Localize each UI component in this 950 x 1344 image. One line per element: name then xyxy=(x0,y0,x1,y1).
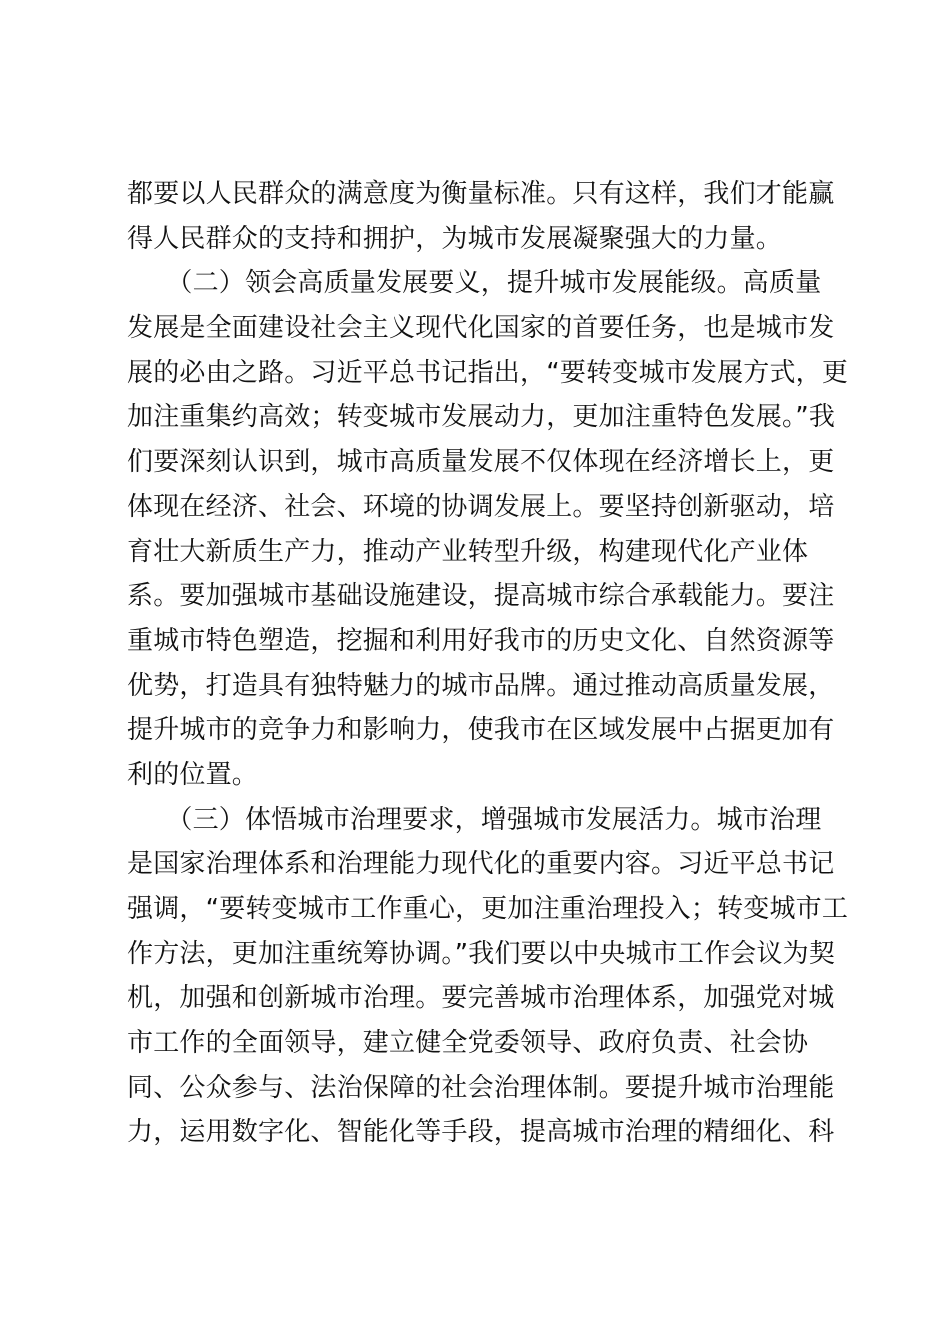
text-line: 系。要加强城市基础设施建设，提高城市综合承载能力。要注 xyxy=(127,581,835,612)
text-line: 提升城市的竞争力和影响力，使我市在区域发展中占据更加有 xyxy=(127,715,835,746)
text-line: 发展是全面建设社会主义现代化国家的首要任务，也是城市发 xyxy=(127,313,835,344)
text-line: 同、公众参与、法治保障的社会治理体制。要提升城市治理能 xyxy=(127,1072,835,1103)
text-line: 市工作的全面领导，建立健全党委领导、政府负责、社会协 xyxy=(127,1028,809,1059)
text-line: 展的必由之路。习近平总书记指出，“要转变城市发展方式，更 xyxy=(127,357,849,388)
body-text xyxy=(127,172,849,1155)
text-line: 加注重集约高效；转变城市发展动力，更加注重特色发展。”我 xyxy=(127,402,836,433)
text-line: 是国家治理体系和治理能力现代化的重要内容。习近平总书记 xyxy=(127,849,835,880)
section-heading-line: （二）领会高质量发展要义，提升城市发展能级。高质量 xyxy=(127,268,822,299)
text-line: 优势，打造具有独特魅力的城市品牌。通过推动高质量发展， xyxy=(127,670,835,701)
text-line: 体现在经济、社会、环境的协调发展上。要坚持创新驱动，培 xyxy=(127,491,835,522)
section-heading-line: （三）体悟城市治理要求，增强城市发展活力。城市治理 xyxy=(127,804,822,835)
text-line: 育壮大新质生产力，推动产业转型升级，构建现代化产业体 xyxy=(127,536,809,567)
text-line: 得人民群众的支持和拥护，为城市发展凝聚强大的力量。 xyxy=(127,223,783,254)
text-line: 力，运用数字化、智能化等手段，提高城市治理的精细化、科 xyxy=(127,1117,835,1148)
text-line: 都要以人民群众的满意度为衡量标准。只有这样，我们才能赢 xyxy=(127,179,835,209)
text-line: 们要深刻认识到，城市高质量发展不仅体现在经济增长上，更 xyxy=(127,447,835,478)
text-line: 利的位置。 xyxy=(127,759,259,790)
text-line: 重城市特色塑造，挖掘和利用好我市的历史文化、自然资源等 xyxy=(127,625,835,656)
text-line: 作方法，更加注重统筹协调。”我们要以中央城市工作会议为契 xyxy=(127,938,836,969)
text-line: 机，加强和创新城市治理。要完善城市治理体系，加强党对城 xyxy=(127,983,835,1014)
text-line: 强调，“要转变城市工作重心，更加注重治理投入；转变城市工 xyxy=(127,894,849,924)
